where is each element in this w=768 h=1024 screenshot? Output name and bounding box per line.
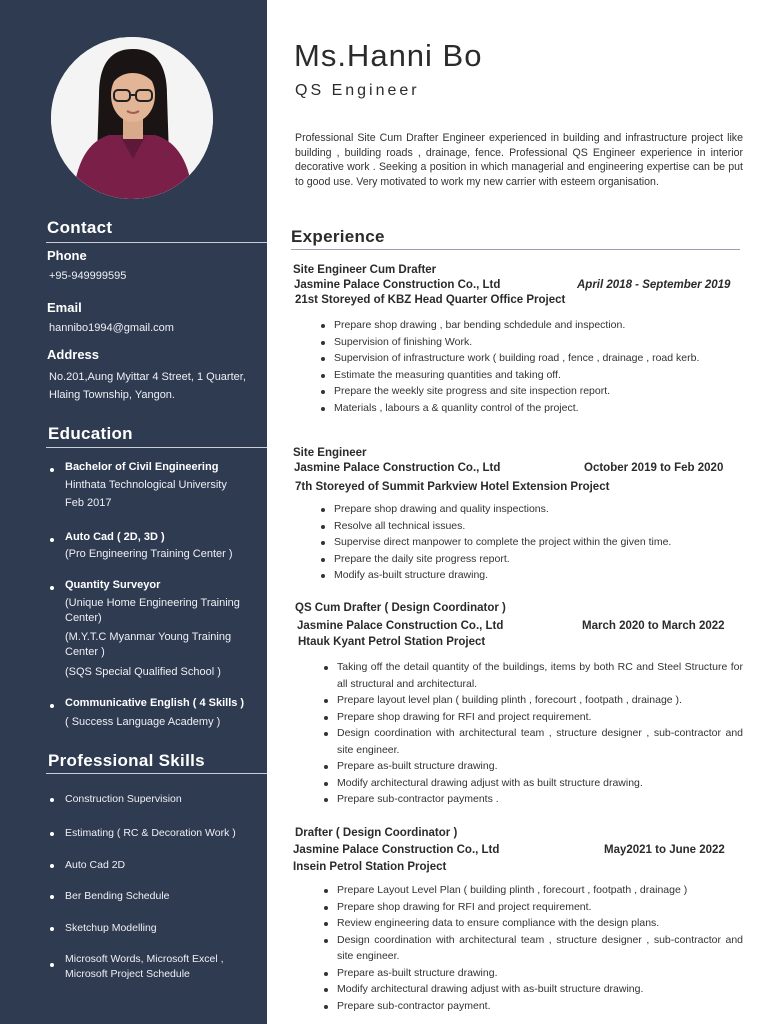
skill-label: Construction Supervision (65, 793, 182, 805)
duty-item: Supervision of infrastructure work ( building road , fence , drainage , road kerb. (334, 350, 740, 367)
address-line-1: No.201,Aung Myittar 4 Street, 1 Quarter, (49, 371, 246, 383)
duty-item: Prepare layout level plan ( building plinth , forecourt , footpath , drainage ). (337, 692, 743, 709)
education-detail: (SQS Special Qualified School ) (65, 666, 221, 678)
duty-item: Modify architectural drawing adjust with as built structure drawing. (337, 775, 743, 792)
job-project: 21st Storeyed of KBZ Head Quarter Office Project (295, 294, 566, 306)
duty-item: Prepare as-built structure drawing. (337, 965, 743, 982)
skill-label: Estimating ( RC & Decoration Work ) (65, 827, 236, 839)
phone-value: +95-949999595 (49, 270, 127, 282)
skill-label: Microsoft Words, Microsoft Excel , (65, 953, 224, 965)
profile-summary: Professional Site Cum Drafter Engineer experienced in building and infrastructure project like building , building roads , drainage, fence. Professional QS Engineer experience in interior decorative work . Seeking a position in which managerial and engineering expertise can be put to good use. Very motivated to work my new carrier with esteem organisation. (295, 132, 743, 189)
education-detail: (Unique Home Engineering Training (65, 597, 240, 609)
skill-label: Ber Bending Schedule (65, 890, 170, 902)
duty-item: Supervision of finishing Work. (334, 334, 740, 351)
job-company: Jasmine Palace Construction Co., Ltd (294, 462, 501, 474)
bullet-icon (50, 798, 54, 802)
job-company: Jasmine Palace Construction Co., Ltd (297, 620, 504, 632)
skill-label: Auto Cad 2D (65, 859, 126, 871)
bullet-icon (50, 927, 54, 931)
job-date: March 2020 to March 2022 (582, 620, 725, 632)
education-detail: Feb 2017 (65, 497, 112, 509)
job-project: Htauk Kyant Petrol Station Project (298, 636, 486, 648)
address-label: Address (47, 347, 100, 362)
education-title: Bachelor of Civil Engineering (65, 461, 219, 473)
job-date: April 2018 - September 2019 (577, 279, 731, 291)
job-title: QS Cum Drafter ( Design Coordinator ) (295, 602, 506, 614)
duty-item: Prepare the weekly site progress and site inspection report. (334, 383, 740, 400)
bullet-icon (50, 468, 54, 472)
education-title: Communicative English ( 4 Skills ) (65, 697, 245, 709)
main-content (267, 0, 768, 1024)
duty-item: Prepare sub-contractor payments . (337, 791, 743, 808)
duty-item: Prepare shop drawing for RFI and project requirement. (337, 709, 743, 726)
email-label: Email (47, 300, 82, 315)
experience-heading: Experience (291, 227, 385, 246)
education-detail: Hinthata Technological University (65, 479, 227, 491)
duty-item: Prepare as-built structure drawing. (337, 758, 743, 775)
duty-item: Prepare Layout Level Plan ( building plinth , forecourt , footpath , drainage ) (337, 882, 743, 899)
duty-item: Prepare the daily site progress report. (334, 551, 740, 568)
education-detail: (M.Y.T.C Myanmar Young Training (65, 631, 232, 643)
duty-item: Design coordination with architectural team , structure designer , sub-contractor and site engineer. (337, 725, 743, 758)
education-heading: Education (48, 424, 133, 443)
education-detail: Center) (65, 612, 102, 624)
job-project: Insein Petrol Station Project (293, 861, 447, 873)
duty-item: Materials , labours a & quanlity control of the project. (334, 400, 740, 417)
job-company: Jasmine Palace Construction Co., Ltd (294, 279, 501, 291)
job-duties (337, 659, 743, 808)
duty-item: Resolve all technical issues. (334, 518, 740, 535)
duty-item: Estimate the measuring quantities and taking off. (334, 367, 740, 384)
job-company: Jasmine Palace Construction Co., Ltd (293, 844, 500, 856)
experience-divider (291, 249, 740, 250)
bullet-icon (50, 963, 54, 967)
education-detail: (Pro Engineering Training Center ) (65, 548, 233, 560)
education-detail: ( Success Language Academy ) (65, 716, 221, 728)
contact-heading: Contact (47, 218, 113, 237)
person-name: Ms.Hanni Bo (294, 38, 483, 73)
education-title: Auto Cad ( 2D, 3D ) (65, 531, 165, 543)
job-date: October 2019 to Feb 2020 (584, 462, 724, 474)
skill-label: Sketchup Modelling (65, 922, 157, 934)
duty-item: Prepare shop drawing and quality inspections. (334, 501, 740, 518)
job-duties (337, 882, 743, 1014)
bullet-icon (50, 895, 54, 899)
contact-divider (46, 242, 267, 243)
education-detail: Center ) (65, 646, 105, 658)
duty-item: Prepare sub-contractor payment. (337, 998, 743, 1015)
job-title: Site Engineer (293, 447, 367, 459)
skills-heading: Professional Skills (48, 751, 205, 770)
duty-item: Supervise direct manpower to complete the project within the given time. (334, 534, 740, 551)
skills-divider (46, 773, 267, 774)
bullet-icon (50, 586, 54, 590)
job-title: Drafter ( Design Coordinator ) (295, 827, 458, 839)
job-duties (334, 501, 740, 584)
job-date: May2021 to June 2022 (604, 844, 725, 856)
duty-item: Modify as-built structure drawing. (334, 567, 740, 584)
duty-item: Taking off the detail quantity of the buildings, items by both RC and Steel Structure for all structural and architectural. (337, 659, 743, 692)
job-project: 7th Storeyed of Summit Parkview Hotel Extension Project (295, 481, 610, 493)
person-role: QS Engineer (295, 82, 420, 99)
education-divider (46, 447, 267, 448)
bullet-icon (50, 538, 54, 542)
address-line-2: Hlaing Township, Yangon. (49, 389, 175, 401)
duty-item: Modify architectural drawing adjust with as-built structure drawing. (337, 981, 743, 998)
job-duties (334, 317, 740, 416)
duty-item: Design coordination with architectural team , structure designer , sub-contractor and site engineer. (337, 932, 743, 965)
phone-label: Phone (47, 248, 87, 263)
bullet-icon (50, 864, 54, 868)
skill-label: Microsoft Project Schedule (65, 968, 190, 980)
duty-item: Prepare shop drawing , bar bending schdedule and inspection. (334, 317, 740, 334)
sidebar (0, 0, 267, 1024)
bullet-icon (50, 832, 54, 836)
education-title: Quantity Surveyor (65, 579, 161, 591)
job-title: Site Engineer Cum Drafter (293, 264, 437, 276)
profile-photo (51, 37, 213, 199)
duty-item: Prepare shop drawing for RFI and project requirement. (337, 899, 743, 916)
email-value: hannibo1994@gmail.com (49, 322, 174, 334)
bullet-icon (50, 704, 54, 708)
duty-item: Review engineering data to ensure compliance with the design plans. (337, 915, 743, 932)
